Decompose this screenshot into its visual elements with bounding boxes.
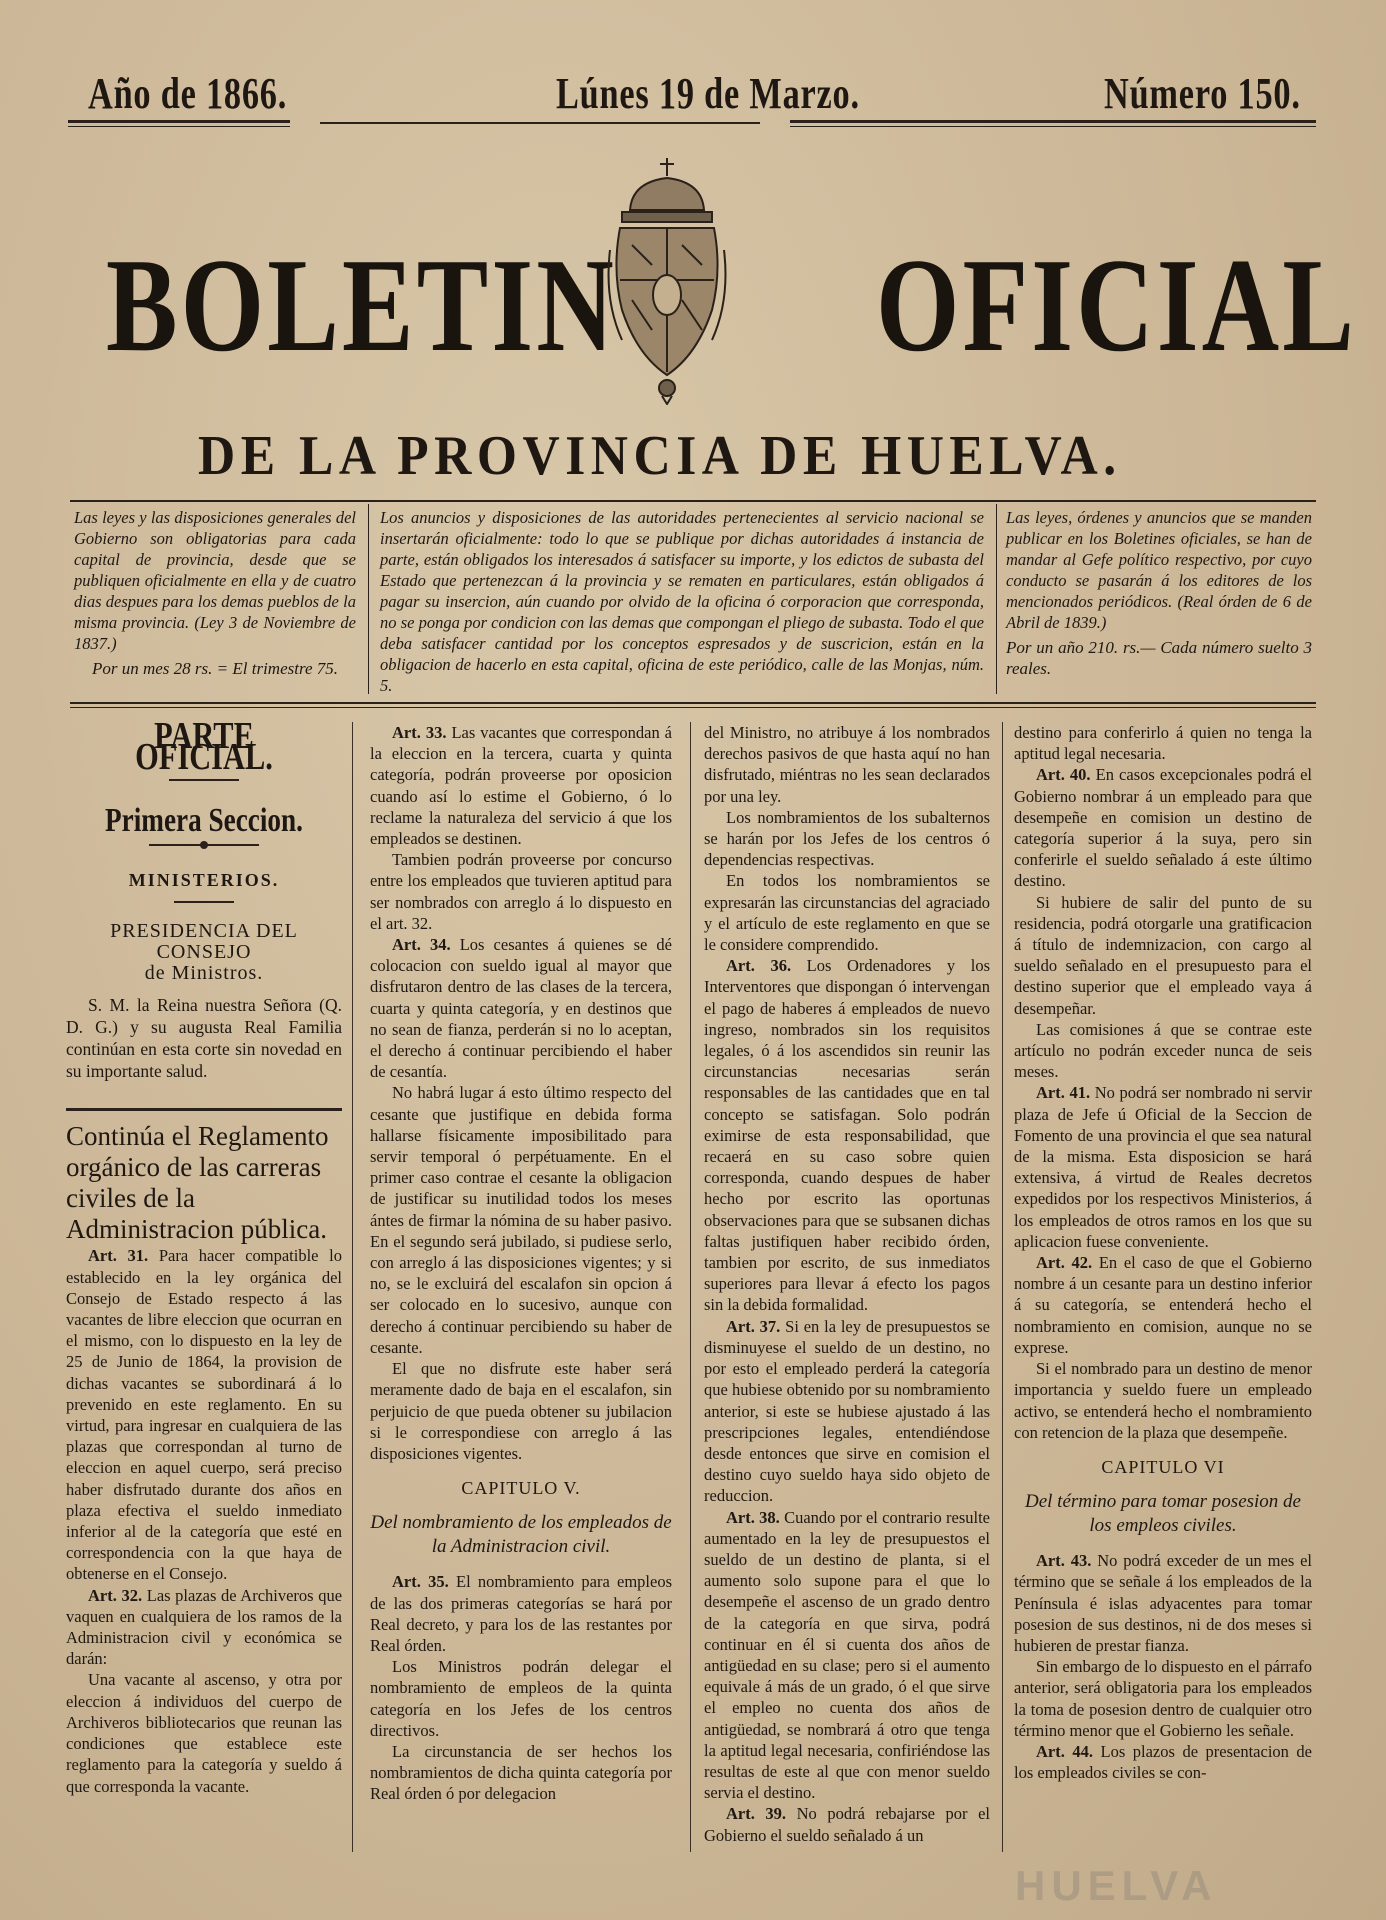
art34-paragraph-c: El que no disfrute este haber será meramente dado de baja en el escalafon, sin perjuicio de que pueda obtener su jubilacion si le correspondiese con arreglo á las disposiciones vigentes. [370,1359,672,1463]
art43-paragraph-b: Sin embargo de lo dispuesto en el párrafo anterior, será obligatoria para los empleados la toma de posesion dentro de cualquier otro término menor que el Gobierno les señale. [1014,1657,1312,1740]
art39-paragraph: Art. 39. No podrá rebajarse por el Gobierno el sueldo señalado á un [704,1804,991,1845]
art35-paragraph: Art. 35. El nombramiento para empleos de las dos primeras categorías se hará por Real decreto, y para los de las restantes por Real órden. [370,1572,672,1655]
primera-seccion-heading: Primera Seccion. [105,802,303,840]
art40-paragraph: Art. 40. En casos excepcionales podrá el Gobierno nombrar á un empleado para que desempeñe en comision un destino de categoría superior á la suya, pero sin conferirle el sueldo señalado á este último destino. [1014,765,1313,891]
art40-paragraph-b: Si hubiere de salir del punto de su residencia, podrá otorgarle una gratificacion á título de indemnizacion, con cargo al sueldo señalado en el presupuesto para el destino superior que el empleado vaya á desempeñar. [1014,892,1312,1018]
parte-oficial-heading: PARTE OFICIAL. [135,715,273,779]
top-rule-right [790,120,1316,123]
title-provincia: DE LA PROVINCIA DE HUELVA. [198,425,1122,487]
archive-watermark: HUELVA [1015,1862,1218,1909]
body-top-rule-thin [70,707,1316,708]
capitulo-5-title: Del nombramiento de los empleados de la Administracion civil. [370,1512,672,1558]
notice-right-price: Por un año 210. rs.— Cada número suelto 3 reales. [1006,638,1312,678]
art40-paragraph-c: Las comisiones á que se contrae este artículo no podrán exceder nunca de seis meses. [1014,1019,1312,1082]
column-3 [704,722,990,1846]
column-1 [66,715,343,1797]
column-divider-2 [690,722,691,1852]
title-oficial: OFICIAL [876,231,1358,379]
art38-paragraph: Art. 38. Cuando por el contrario resulte aumentado en la ley de presupuestos el sueldo de un destino de planta, si el aumento solo supone para el que lo desempeñe el ascenso de un grado dentro de la categoría en que sirva, podrá continuar en él si cuenta dos años de antigüedad en su clase; pero si el aumento equivale á más de un grado, ó el que sirve el empleo no cuenta dos años de antigüedad, se nombrará á otro que tenga la aptitud legal necesaria, confiriéndose las resultas de este al que con menor sueldo servia el destino. [704,1507,991,1803]
column-divider-1 [352,722,353,1852]
issue-date: Lúnes 19 de Marzo. [556,69,860,118]
body-top-rule [70,702,1316,704]
title-boletin: BOLETIN [106,231,617,379]
art41-paragraph: Art. 41. No podrá ser nombrado ni servir plaza de Jefe ú Oficial de la Seccion de Fomento de una provincia el que sea natural de la misma. Esta disposicion se hará extensiva, á virtud de Reales decretos expedidos por los respectivos Ministerios, á los empleados de otros ramos en los que su aplicacion fuese conveniente. [1014,1083,1313,1251]
top-rule-left-thin [68,126,290,127]
reina-paragraph: S. M. la Reina nuestra Señora (Q. D. G.) y su augusta Real Familia continúan en esta corte sin novedad en su importante salud. [66,995,342,1082]
notice-top-rule [70,500,1316,502]
section-rule [66,1108,342,1111]
ministerios-heading: MINISTERIOS. [128,869,280,890]
art34-paragraph-b: No habrá lugar á esto último respecto del cesante que justifique en debida forma hallarse físicamente imposibilitado para servir temporal ó perpétuamente. En el primer caso contrae el cesante la obligacion de justificar su inutilidad todos los meses ántes de firmar la nómina de su haber pasivo. En el segundo será jubilado, si pudiese serlo, con arreglo á las disposiciones vigentes; y si no, se le excluirá del escalafon sin opcion á ser colocado en lo sucesivo, aunque con derecho á continuar percibiendo su haber de cesante. [370,1083,672,1357]
art32-paragraph-b: Una vacante al ascenso, y otra por eleccion á individuos del cuerpo de Archiveros bibliotecarios que reunan las condiciones que establece este reglamento para la categoría y sueldo á que corresponda la vacante. [66,1670,342,1796]
ornament-divider [174,899,234,905]
art44-paragraph: Art. 44. Los plazos de presentacion de los empleados civiles se con- [1014,1741,1312,1783]
notice-center: Los anuncios y disposiciones de las autoridades pertenecientes al servicio nacional se insertarán oficialmente: todo lo que se publique por dichas autoridades á instancia de parte, están obligados los interesados á satisfacer su importe, y los edictos de subasta del Estado que pertenezcan á la provincia y se rematen en particulares, están obligados á pagar su insercion, aún cuando por olvido de la oficina ó corporacion que corresponda, no se ponga por condicion con las demas que compongan el pliego de subasta. Todo el que deba satisfacer cantidad por los conceptos espresados y de suscricion, están en la obligacion de hacerlo en esta capital, oficina de este periódico, calle de las Monjas, núm. 5. [380,508,984,695]
notice-left-text: Las leyes y las disposiciones generales del Gobierno son obligatorias para cada capital de provincia, desde que se publiquen oficialmente en ella y de cuatro dias despues para los demas pueblos de la misma provincia. (Ley 3 de Noviembre de 1837.) [74,508,356,653]
notice-right-text: Las leyes, órdenes y anuncios que se manden publicar en los Boletines oficiales, se han de mandar al Gefe político respectivo, por cuyo conducto se pasarán á los editores de los mencionados periódicos. (Real órden de 6 de Abril de 1839.) [1006,508,1312,632]
art33-paragraph: Art. 33. Las vacantes que correspondan á la eleccion en la tercera, cuarta y quinta categoría, podrán proveerse por oposicion cuando así lo estime el Gobierno, ó lo reclame la naturaleza del servicio á que los empleados se destinen. [370,723,673,849]
issue-year: Año de 1866. [88,69,288,118]
column-divider-3 [1002,722,1003,1852]
notice-right [1006,507,1312,679]
art42-paragraph: Art. 42. En el caso de que el Gobierno nombre á un cesante para un destino inferior á su categoría, se entenderá hecho el nombramiento en comision, aunque no se exprese. [1014,1253,1313,1357]
top-rule-left [68,120,290,123]
capitulo-5-heading: CAPITULO V. [461,1478,581,1499]
art33-paragraph-b: Tambien podrán proveerse por concurso entre los empleados que tuvieren aptitud para ser nombrados con arreglo á lo dispuesto en el art. 32. [370,850,672,933]
col4-paragraph-1: destino para conferirlo á quien no tenga la aptitud legal necesaria. [1014,723,1312,764]
top-rule-right-thin [790,126,1316,127]
column-2 [370,722,672,1805]
notice-divider-2 [996,504,997,694]
notice-divider-1 [368,504,369,694]
capitulo-6-title: Del término para tomar posesion de los empleos civiles. [1024,1491,1301,1537]
col3-paragraph-1: del Ministro, no atribuye á los nombrados derechos pasivos de que hasta aquí no han disfrutado, miéntras no les sean declarados por una ley. [704,723,990,806]
art43-paragraph: Art. 43. No podrá exceder de un mes el término que se señale á los empleados de la Península é islas adyacentes para tomar posesion de sus destinos, ni de dos meses si hubieren de prestar fianza. [1014,1551,1313,1655]
coat-of-arms-emblem [602,150,732,405]
art32-paragraph: Art. 32. Las plazas de Archiveros que vaquen en cualquiera de los ramos de la Administracion civil y económica se darán: [66,1585,343,1669]
art34-paragraph: Art. 34. Los cesantes á quienes se dé colocacion con sueldo igual al mayor que disfrutaron dentro de las clases de la tercera, cuarta y quinta categoría, y en destinos que no sean de fianza, perderán si no lo aceptan, el derecho á continuar percibiendo el haber de cesantía. [370,935,673,1082]
reglamento-title: Continúa el Reglamento orgánico de las carreras civiles de la Administracion pública. [66,1121,329,1245]
ornament-divider [149,840,259,850]
presidencia-heading: PRESIDENCIA DEL CONSEJO [110,919,298,964]
notice-left [74,507,356,679]
issue-number: Número 150. [1104,69,1301,118]
top-rule-center [320,122,760,124]
notice-left-price: Por un mes 28 rs. = El trimestre 75. [91,659,338,678]
capitulo-6-heading: CAPITULO VI [1101,1456,1225,1477]
art37-paragraph: Art. 37. Si en la ley de presupuestos se disminuyese el sueldo de un destino, no por esto el empleado perderá la categoría que hubiese obtenido por su nombramiento anterior, si este se hubiese ajustado á las prescripciones legales, entendiéndose desde entonces que sirve en comision el destino cuyo sueldo haya sido objeto de reduccion. [704,1316,991,1506]
art35-paragraph-b: Los Ministros podrán delegar el nombramiento de empleos de la quinta categoría en los Jefes de los centros directivos. [370,1657,672,1740]
art42-paragraph-b: Si el nombrado para un destino de menor importancia y sueldo fuere un empleado activo, se entenderá hecho el nombramiento con retencion de la plaza que desempeñe. [1014,1359,1312,1442]
column-4 [1014,722,1312,1783]
col3-paragraph-2: Los nombramientos de los subalternos se harán por los Jefes de los centros ó dependencias respectivas. [704,807,990,870]
art35-paragraph-c: La circunstancia de ser hechos los nombramientos de dicha quinta categoría por Real órden ó por delegacion [370,1741,672,1804]
presidencia-subheading: de Ministros. [144,962,264,985]
art31-paragraph: Art. 31. Para hacer compatible lo establecido en la ley orgánica del Consejo de Estado respecto á las vacantes de libre eleccion que ocurran en el mismo, con lo dispuesto en la ley de 25 de Junio de 1864, la provision de dichas vacantes se subordinará á lo prevenido en este reglamento. En su virtud, para ingresar en cualquiera de las plazas que correspondan al turno de eleccion en aquel cuerpo, será preciso haber disfrutado durante dos años en plaza efectiva el sueldo inmediato inferior al de la categoría que esté en correspondencia con la que haya de obtenerse en el Consejo. [66,1246,342,1584]
art36-paragraph: Art. 36. Los Ordenadores y los Interventores que dispongan ó intervengan el pago de haberes á empleados de nuevo ingreso, nombrados sin los requisitos legales, ó á los ascendidos sin reunir las circunstancias necesarias serán responsables de las cantidades que en tal concepto se satisfagan. Solo podrán eximirse de esta responsabilidad, que recaerá en su caso sobre quien corresponda, cuando despues de haber hecho por escrito las oportunas observaciones para que se subsanen dichas faltas justifiquen haber recibido órden, tambien por escrito, de sus inmediatos superiores para llevar á efecto los pagos sin la debida formalidad. [704,956,990,1315]
col3-paragraph-3: En todos los nombramientos se expresarán las circunstancias del agraciado y el artículo de este reglamento en que se le considere comprendido. [704,871,990,955]
